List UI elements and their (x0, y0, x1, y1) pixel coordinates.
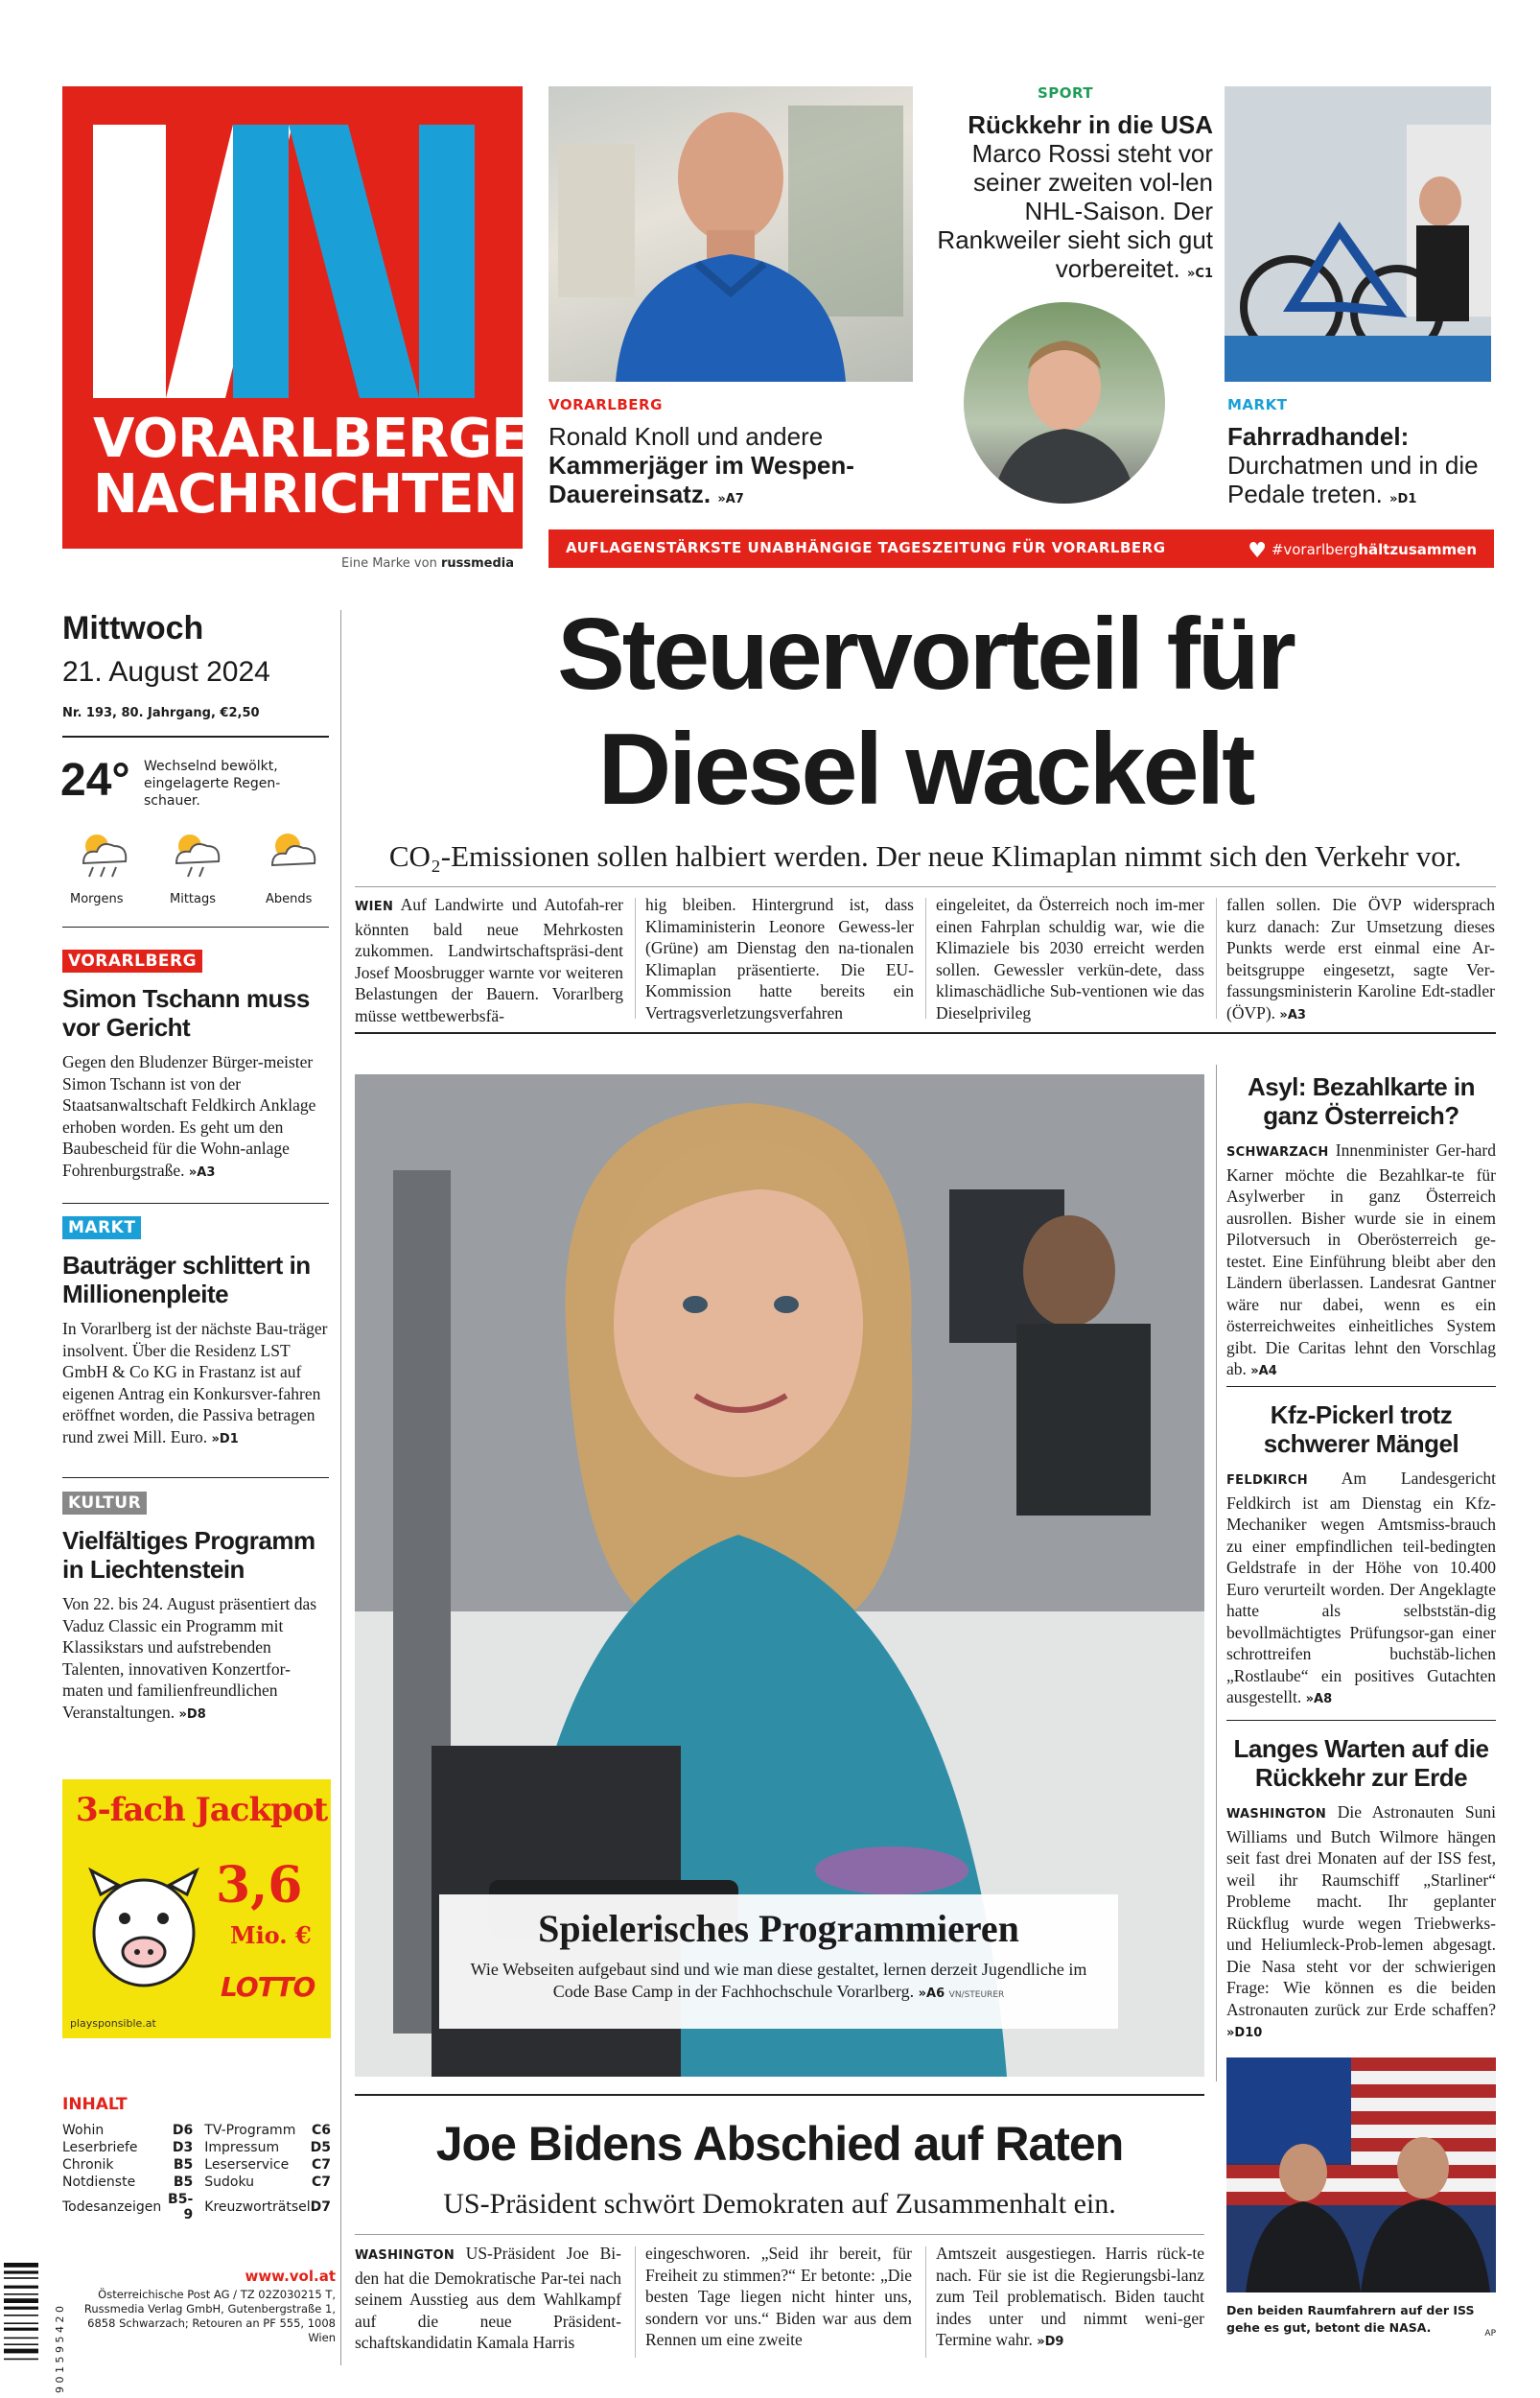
divider (62, 927, 329, 928)
right-story-1-ref[interactable]: »A4 (1250, 1364, 1277, 1378)
bottom-col-1-text: US-Präsident Joe Bi-den hat die Demokratische Par-tei nach seinem Ausstieg aus dem Wahlkampf auf die neue Präsident-schaftskandidatin Kamala Harris (355, 2244, 621, 2352)
player-portrait-illustration (964, 302, 1165, 504)
brand-note (341, 556, 514, 571)
inhalt-title: INHALT (62, 2095, 128, 2114)
lotto-unit: Mio. € (230, 1921, 312, 1949)
inhalt-row[interactable] (62, 2174, 331, 2191)
issue-info: Nr. 193, 80. Jahrgang, €2,50 (62, 706, 260, 720)
right-story-1-text: Innenminister Ger-hard Karner möchte die Bezahlkar-te für Asylwerber in ganz Österreich ausrollen. Bisher wurde sie in einem Pilotversuch in Oberösterreich ge-testet. Eine Einführung bleibt aber den Ländern überlassen. Landesrat Gantner wäre nur dabei, wenn es ein österreichweites einheitliches System gibt. Die Caritas lehnt den Vorschlag ab. (1226, 1140, 1496, 1378)
column-rule (925, 2246, 926, 2358)
weather-period-evening: Abends (266, 892, 313, 906)
lead-subhead: CO₂-Emissionen sollen halbiert werden. Der neue Klimaplan nimmt sich den Verkehr vor. (388, 839, 1462, 873)
right-story-1-dateline: SCHWARZACH (1226, 1145, 1329, 1160)
bottom-subhead: US-Präsident schwört Demokraten auf Zusammenhalt ein. (443, 2188, 1116, 2220)
left-story-3-head: Vielfältiges Programm in Liechtenstein (62, 1526, 315, 1584)
russmedia-logo: russmedia (440, 556, 514, 571)
lead-headline-line2: Diesel wackelt (597, 713, 1253, 826)
lotto-amount: 3,6 (216, 1856, 303, 1915)
teaser-vorarlberg-ref[interactable]: »A7 (717, 492, 744, 506)
teaser-markt[interactable] (1227, 422, 1496, 514)
left-story-1-text: Gegen den Bludenzer Bürger-meister Simon Tschann ist von der Staatsanwaltschaft Feldkirch Anklage erhoben worden. Es geht um den Baubescheid für die Wohn-anlage Fohrenburgstraße. (62, 1052, 316, 1180)
left-story-1-ref[interactable]: »A3 (188, 1164, 216, 1180)
column-rule (635, 898, 636, 1019)
right-story-3-body (1226, 1801, 1496, 2045)
bottom-dateline: WASHINGTON (355, 2248, 455, 2263)
barcode-bar (4, 2359, 38, 2361)
inhalt-section: Impressum (204, 2140, 280, 2155)
right-story-3-text: Die Astronauten Suni Williams und Butch Wilmore hängen seit fast drei Monaten auf der ISS fest, weil ihr Raumschiff „Starliner“ Probleme macht. Ihr geplanter Rückflug wurde wegen Triebwerks- und Heliumleck-Prob-lemen abgesagt. Die Nasa steht vor der schwierigen Frage: Wie können es die beiden Astronauten zurück zur Erde schaffen? (1226, 1802, 1497, 2019)
left-story-3-ref[interactable]: »D8 (178, 1706, 206, 1722)
column-rule (635, 2246, 636, 2358)
photo-story-caption-text: Wie Webseiten aufgebaut sind und wie man diese gestaltet, lernen derzeit Jugendliche im Code Base Camp in der Fachhochschule Vorarlberg. (470, 1960, 1087, 2001)
section-label-vorarlberg: VORARLBERG (62, 950, 202, 973)
lucky-pig-icon (82, 1856, 206, 2010)
lead-headline[interactable] (355, 597, 1496, 827)
barcode-bar (4, 2307, 38, 2310)
barcode-bar (4, 2343, 38, 2345)
divider (355, 2234, 1204, 2235)
inhalt-table (62, 2122, 331, 2223)
nasa-credit: AP (1484, 2329, 1496, 2339)
banner-hashtag[interactable] (1248, 539, 1477, 563)
left-story-3-body (62, 1593, 331, 1726)
lead-col-4-text: fallen sollen. Die ÖVP widersprach kurz danach: Zur Umsetzung dieses Punkts werde erst einmal eine Ar-beitsgruppe eingesetzt, sagte Ver-fassungsministerin Karoline Edt-stadler (ÖVP). (1226, 895, 1495, 1023)
inhalt-page: C6 (311, 2123, 331, 2138)
right-story-2-text: Am Landesgericht Feldkirch ist am Dienstag ein Kfz-Mechaniker wegen Amtsmiss-brauch zu einer empfindlichen teil-bedingten Geldstrafe in der Höhe von 10.400 Euro verurteilt worden. Der Angeklagte hatte als selbststän-dig bevollmächtigtes Prüfungsor-gan einer schrottreifen buchstäb-lichen „Rostlaube“ ein positives Gutachten ausgestellt. (1226, 1469, 1496, 1706)
barcode-bar (4, 2338, 38, 2339)
inhalt-section: Notdienste (62, 2175, 136, 2190)
teaser-photo-exterminator[interactable] (548, 86, 913, 382)
divider (62, 736, 329, 738)
inhalt-section: TV-Programm (204, 2123, 296, 2138)
bottom-col-2-text: eingeschworen. „Seid ihr bereit, für Freiheit zu stimmen?“ Er betonte: „Die besten Tage liegen nicht hinter uns, sondern vor uns.“ Biden war aus dem Rennen um eine zweite (645, 2244, 912, 2349)
barcode-bar (4, 2322, 38, 2324)
masthead-name-line1: VORARLBERGER (93, 408, 568, 470)
barcode (0, 2259, 59, 2393)
left-story-2-body (62, 1318, 331, 1450)
lotto-ad[interactable] (62, 1779, 331, 2038)
inhalt-page: B5-9 (168, 2192, 194, 2222)
divider (62, 1477, 329, 1478)
bottom-ref[interactable]: »D9 (1037, 2335, 1064, 2349)
brand-note-text: Eine Marke von (341, 556, 437, 571)
issue-date: 21. August 2024 (62, 656, 270, 688)
nasa-caption-text: Den beiden Raumfahrern auf der ISS gehe es gut, betont die NASA. (1226, 2303, 1475, 2335)
inhalt-section: Leserbriefe (62, 2140, 138, 2155)
barcode-bar (4, 2328, 38, 2331)
teaser-markt-ref[interactable]: »D1 (1389, 492, 1417, 506)
inhalt-row[interactable] (62, 2122, 331, 2139)
left-story-1-head: Simon Tschann muss vor Gericht (62, 984, 310, 1042)
inhalt-row[interactable] (62, 2156, 331, 2174)
teaser-vorarlberg-text[interactable] (548, 422, 913, 514)
divider (355, 2094, 1204, 2096)
inhalt-page: C7 (311, 2175, 331, 2190)
barcode-digits: 9 0 1 5 9 5 4 2 0 (54, 2306, 66, 2393)
left-story-2-text: In Vorarlberg ist der nächste Bau-träger insolvent. Über die Residenz LST GmbH & Co KG in Frastanz ist auf eigenen Antrag ein Konkursver-fahren eröffnet worden, die Passiva betragen rund zwei Mill. Euro. (62, 1319, 328, 1446)
teaser-vorarlberg-plain: Ronald Knoll und andere (548, 422, 824, 451)
hashtag-suffix: hältzusammen (1358, 541, 1477, 558)
bottom-col-2 (645, 2243, 912, 2351)
left-story-3[interactable] (62, 1492, 331, 1726)
weather-period-morning: Morgens (70, 892, 124, 906)
barcode-bar (4, 2298, 38, 2303)
column-rule (1216, 898, 1217, 1019)
lotto-title: 3-fach Jackpot (76, 1791, 328, 1829)
barcode-bar (4, 2277, 38, 2279)
imprint-lines: Österreichische Post AG / TZ 02Z030215 T, Russmedia Verlag GmbH, Gutenbergstraße 1, 6858 Schwarzach; Retouren an PF 555, 1008 Wien (83, 2288, 336, 2344)
photo-story-ref[interactable]: »A6 (918, 1987, 945, 2001)
teaser-sport[interactable] (935, 110, 1213, 289)
inhalt-page: D3 (172, 2140, 194, 2155)
imprint-url[interactable]: www.vol.at (245, 2268, 336, 2285)
inhalt-page: D7 (310, 2199, 331, 2215)
left-story-2-ref[interactable]: »D1 (211, 1431, 239, 1446)
teaser-sport-head: Rückkehr in die USA (968, 110, 1213, 139)
divider (355, 1032, 1496, 1034)
teaser-vorarlberg-bold: Kammerjäger im Wespen-Dauereinsatz. (548, 451, 854, 508)
bottom-col-1 (355, 2243, 621, 2354)
photo-caption-box (439, 1894, 1118, 2029)
inhalt-page: C7 (311, 2157, 331, 2173)
weather-temp: 24° (60, 755, 130, 806)
inhalt-page: B5 (173, 2175, 194, 2190)
inhalt-section: Chronik (62, 2157, 114, 2173)
lead-col-4 (1226, 894, 1495, 1026)
cloud-rain-icon (70, 825, 137, 882)
barcode-bar (4, 2286, 38, 2289)
man-portrait-illustration (548, 86, 913, 382)
right-story-3-head: Langes Warten auf die Rückkehr zur Erde (1233, 1734, 1489, 1792)
inhalt-section: Sudoku (204, 2175, 255, 2190)
masthead-logo[interactable] (62, 86, 568, 549)
bottom-col-3-text: Amtszeit ausgestiegen. Harris rück-te nach. Für sie ist die Regierungsbi-lanz zum Teil problematisch. Biden taucht indes unter und nimmt weni-ger Termine wahr. (936, 2244, 1204, 2349)
lead-col-3 (936, 894, 1204, 1023)
lead-ref[interactable]: »A3 (1279, 1007, 1306, 1023)
left-story-2-head: Bauträger schlittert in Millionenpleite (62, 1251, 311, 1308)
section-label-markt: MARKT (62, 1216, 141, 1239)
photo-credit: VN/STEURER (948, 1990, 1005, 2000)
teaser-vorarlberg-kicker: VORARLBERG (548, 396, 663, 413)
teaser-markt-text: Durchatmen und in die Pedale treten. (1227, 451, 1479, 508)
column-rule (340, 610, 341, 2365)
inhalt-page: B5 (173, 2157, 194, 2173)
astronauts-flag-illustration (1226, 2057, 1496, 2292)
bottom-headline[interactable]: Joe Bidens Abschied auf Raten (435, 2117, 1124, 2171)
barcode-graphic (0, 2259, 59, 2393)
inhalt-page: D6 (172, 2123, 194, 2138)
partly-cloudy-icon (259, 825, 326, 882)
inhalt-row[interactable] (62, 2139, 331, 2156)
lead-col-2 (645, 894, 914, 1023)
barcode-bar (4, 2349, 38, 2354)
lead-headline-line1: Steuervorteil für (557, 598, 1294, 711)
lead-col-2-text: hig bleiben. Hintergrund ist, dass Klimaministerin Leonore Gewess-ler (Grüne) am Dienstag den na-tionalen Klimaplan präsentierte. Die EU-Kommission hatte bereits ein Vertragsverletzungsverfahren (645, 895, 914, 1023)
column-rule (1216, 1065, 1217, 2081)
photo-story-title[interactable]: Spielerisches Programmieren (538, 1907, 1019, 1950)
nasa-caption (1226, 2302, 1496, 2342)
lead-col-1-text: Auf Landwirte und Autofah-rer könnten bald neue Mehrkosten zukommen. Landwirtschaftspräsi-dent Josef Moosbrugger warnte vor weiteren Belastungen der Bauern. Vorarlberg müsse wettbewerbsfä- (355, 895, 623, 1025)
right-story-3-ref[interactable]: »D10 (1226, 2026, 1263, 2040)
left-story-3-text: Von 22. bis 24. August präsentiert das Vaduz Classic ein Programm mit Klassikstars und aufstrebenden Talenten, innovativen Konzertfor-maten und familienfreundlichen Veranstaltungen. (62, 1594, 317, 1722)
teaser-photo-rossi[interactable] (964, 302, 1165, 504)
bike-workshop-illustration (1225, 86, 1491, 382)
lead-col-3-text: eingeleitet, da Österreich noch im-mer einen Fahrplan schuldig war, wie die Klimaziele bis 2030 erreicht werden sollen. Gewessler verkün-dete, dass klimaschädliche Sub-ventionen wie das Dieselprivileg (936, 895, 1204, 1023)
inhalt-section: Kreuzworträtsel (204, 2199, 311, 2215)
barcode-bar (4, 2270, 38, 2273)
photo-story-caption (456, 1959, 1101, 2007)
left-story-1[interactable] (62, 950, 331, 1184)
lotto-logo: LOTTO (221, 1971, 315, 2003)
right-story-2-dateline: FELDKIRCH (1226, 1473, 1308, 1488)
divider (62, 1203, 329, 1204)
right-story-1-body (1226, 1140, 1496, 1383)
teaser-markt-head: Fahrradhandel: (1227, 422, 1410, 451)
bottom-col-3 (936, 2243, 1204, 2354)
teaser-sport-text: Marco Rossi steht vor seiner zweiten vol-len NHL-Saison. Der Rankweiler sieht sich gut vorbereitet. (937, 139, 1213, 283)
divider (1226, 1386, 1496, 1387)
weather-period-noon: Mittags (170, 892, 217, 906)
banner-text: AUFLAGENSTÄRKSTE UNABHÄNGIGE TAGESZEITUNG FÜR VORARLBERG (566, 539, 1166, 556)
issue-weekday: Mittwoch (62, 610, 204, 647)
main-photo[interactable] (355, 1074, 1204, 2077)
cloud-rain-icon (163, 825, 230, 882)
vn-logo-letters (62, 86, 523, 403)
nasa-photo[interactable] (1226, 2057, 1496, 2292)
hashtag-prefix: #vorarlberg (1271, 541, 1359, 558)
weather-desc: Wechselnd bewölkt, eingelagerte Regen-schauer. (144, 759, 281, 809)
right-story-3-dateline: WASHINGTON (1226, 1807, 1327, 1822)
right-story-1[interactable] (1226, 1072, 1496, 1383)
weather-icons (62, 825, 331, 921)
left-story-2[interactable] (62, 1216, 331, 1450)
left-story-1-body (62, 1051, 331, 1184)
inhalt-section: Wohin (62, 2123, 105, 2138)
red-banner (548, 529, 1494, 568)
masthead-name-line2: NACHRICHTEN (93, 463, 518, 526)
barcode-bar (4, 2293, 38, 2295)
lead-dateline: WIEN (355, 900, 394, 914)
column-rule (925, 898, 926, 1019)
inhalt-row[interactable] (62, 2191, 331, 2223)
right-story-3[interactable] (1226, 1734, 1496, 2045)
divider (1226, 1720, 1496, 1721)
teaser-sport-kicker: SPORT (1038, 84, 1094, 102)
inhalt-section: Leserservice (204, 2157, 290, 2173)
lotto-footer: playsponsible.at (70, 2017, 156, 2030)
lead-col-1 (355, 894, 623, 1026)
barcode-bar (4, 2315, 38, 2316)
right-story-1-head: Asyl: Bezahlkarte in ganz Österreich? (1247, 1072, 1476, 1130)
teaser-sport-ref[interactable]: »C1 (1187, 267, 1213, 281)
barcode-bar (4, 2263, 38, 2268)
right-story-2[interactable] (1226, 1400, 1496, 1711)
right-story-2-ref[interactable]: »A8 (1305, 1692, 1333, 1706)
teaser-markt-kicker: MARKT (1227, 396, 1288, 413)
heart-icon: ♥ (1248, 539, 1268, 563)
imprint (67, 2268, 336, 2345)
inhalt-page: D5 (310, 2140, 331, 2155)
teaser-photo-bikeshop[interactable] (1225, 86, 1491, 382)
section-label-kultur: KULTUR (62, 1492, 147, 1515)
right-story-2-head: Kfz-Pickerl trotz schwerer Mängel (1263, 1400, 1459, 1458)
right-story-2-body (1226, 1468, 1496, 1711)
divider (355, 886, 1496, 887)
inhalt-section: Todesanzeigen (62, 2199, 162, 2215)
